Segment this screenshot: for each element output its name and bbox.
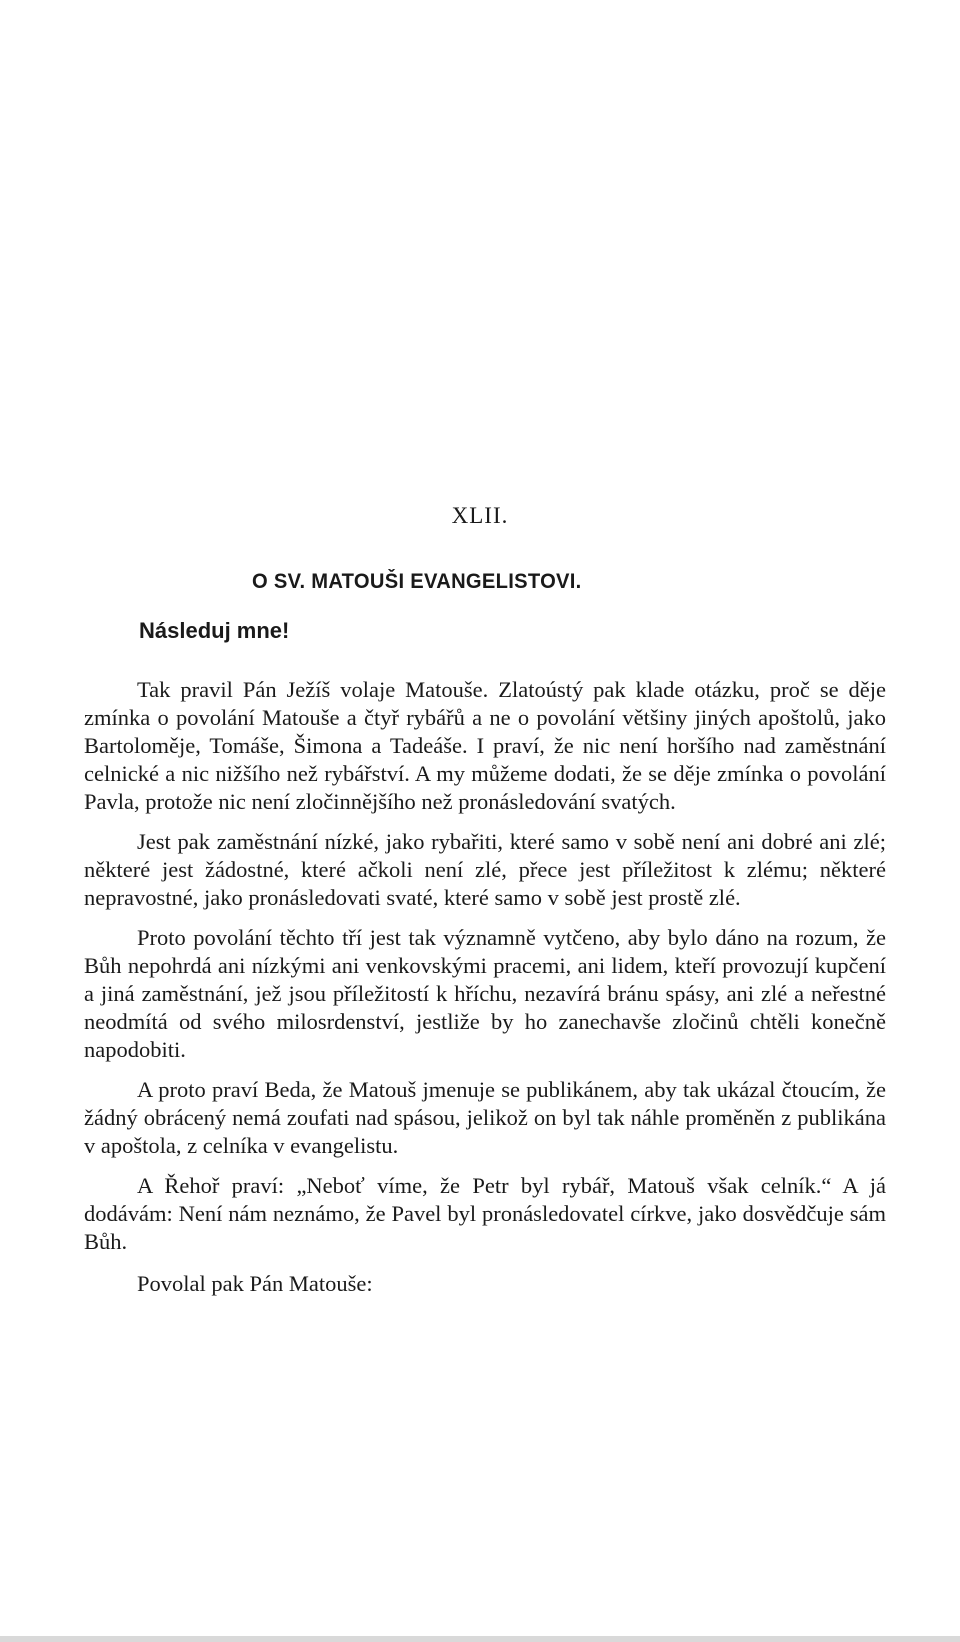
paragraph: A proto praví Beda, že Matouš jmenuje se publikánem, aby tak ukázal čtoucím, že žádný obrácený nemá zoufati nad spásou, jelikož on byl tak náhle proměněn z publikána v apoštola, z celníka v evangelistu.: [84, 1077, 886, 1158]
paragraph: Povolal pak Pán Matouše:: [137, 1271, 373, 1296]
paragraph: Proto povolání těchto tří jest tak významně vytčeno, aby bylo dáno na rozum, že Bůh nepohrdá ani nízkými ani venkovskými pracemi, ani lidem, kteří provozují kupčení a jiná zaměstnání, jež jsou příležitostí k hříchu, nezavírá bránu spásy, ani zlé a neřestné neodmítá od svého milosrdenství, jestliže by ho zanechavše zločinů chtěli konečně napodobiti.: [84, 925, 886, 1062]
paragraph: Jest pak zaměstnání nízké, jako rybařiti, které samo v sobě není ani dobré ani zlé; některé jest žádostné, které ačkoli není zlé, přece jest příležitost k zlému; některé nepravostné, jako pronásledovati svaté, které samo v sobě jest prostě zlé.: [84, 829, 886, 910]
page-bottom-edge: [0, 1636, 960, 1642]
body-text: [84, 676, 886, 1310]
paragraph: A Řehoř praví: „Neboť víme, že Petr byl rybář, Matouš však celník.“ A já dodávám: Není nám neznámo, že Pavel byl pronásledovatel církve, jako dosvědčuje sám Bůh.: [84, 1173, 886, 1254]
motto: Následuj mne!: [139, 618, 290, 643]
paragraph: Tak pravil Pán Ježíš volaje Matouše. Zlatoústý pak klade otázku, proč se děje zmínka o povolání Matouše a čtyř rybářů a ne o povolání většiny jiných apoštolů, jako Bartoloměje, Tomáše, Šimona a Tadeáše. I praví, že nic není horšího nad zaměstnání celnické a nic nižšího než rybářství. A my můžeme dodati, že se děje zmínka o povolání Pavla, protože nic není zločinnějšího než pronásledování svatých.: [84, 677, 886, 814]
chapter-title: O SV. MATOUŠI EVANGELISTOVI.: [252, 570, 582, 593]
chapter-number: XLII.: [451, 503, 509, 528]
